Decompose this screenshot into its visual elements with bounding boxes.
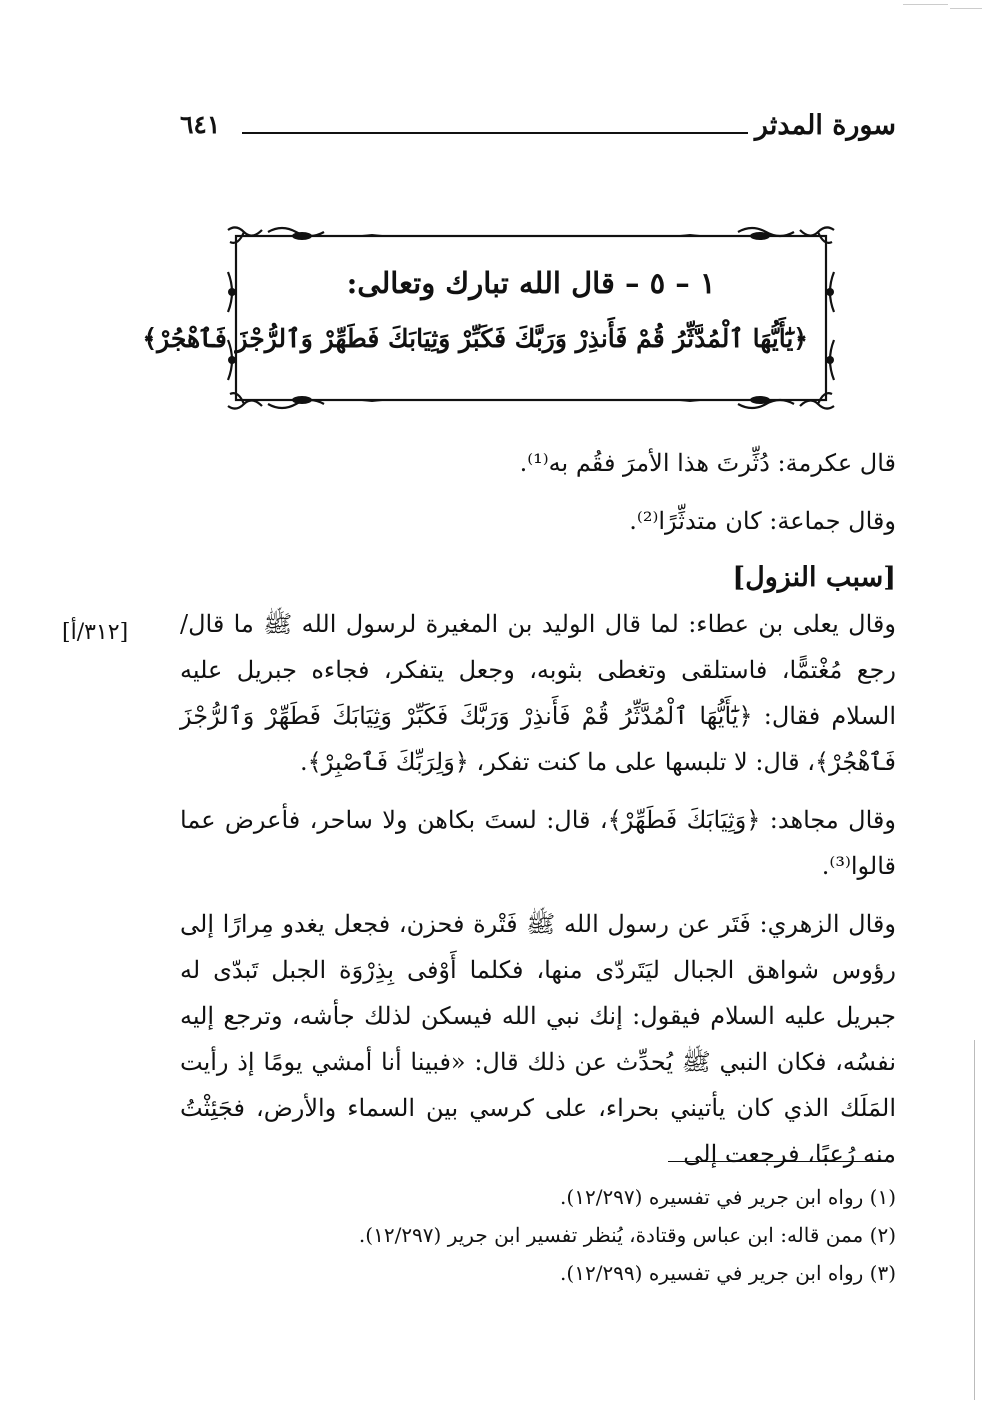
section-heading: [سبب النزول] — [732, 562, 896, 593]
quran-verse: ﴿يَٰٓأَيُّهَا ٱلْمُدَّثِّرُ قُمْ فَأَنذِرْ وَرَبَّكَ فَكَبِّرْ وَثِيَابَكَ فَطَهِّرْ وَٱلرُّجْزَ فَٱهْجُرْ﴾ — [142, 324, 808, 353]
paragraph-jamaa: وقال جماعة: كان متدثِّرًا⁽²⁾. — [629, 507, 896, 535]
page-number: ٦٤١ — [180, 110, 221, 139]
footnote: (٢) ممن قاله: ابن عباس وقتادة، يُنظر تفسير ابن جرير (١٢/٢٩٧). — [358, 1223, 896, 1247]
footnotes — [180, 1178, 896, 1292]
paragraph-yala: وقال يعلى بن عطاء: لما قال الوليد بن المغيرة لرسول الله ﷺ ما قال/ رجع مُغْتمًّا، فاستلقى وتغطى بثوبه، وجعل يتفكر، فجاءه جبريل عليه السلام فقال: ﴿يَٰٓأَيُّهَا ٱلْمُدَّثِّرُ قُمْ فَأَنذِرْ وَرَبَّكَ فَكَبِّرْ وَثِيَابَكَ فَطَهِّرْ وَٱلرُّجْزَ فَٱهْجُرْ﴾، قال: لا تلبسها على ما كنت تفكر، ﴿وَلِرَبِّكَ فَٱصْبِرْ﴾. — [180, 610, 896, 776]
header-rule — [242, 132, 748, 134]
paragraph-zuhri: وقال الزهري: فَتَر عن رسول الله ﷺ فَتْرة فحزن، فجعل يغدو مِرارًا إلى رؤوس شواهق الجبال ليَتَردّى منها، فكلما أَوْفى بِذِرْوَة الجبل تَبدّى له جبريل عليه السلام فيقول: إنك نبي الله فيسكن لذلك جأشه، وترجع إليه نفسُه، فكان النبي ﷺ يُحدِّث عن ذلك قال: «فبينا أنا أمشي يومًا إذ رأيت المَلَك الذي كان يأتيني بحراء، على كرسي بين السماء والأرض، فجَئِثْتُ منه رُعبًا، فرجعت إلى — [180, 910, 896, 1168]
body-text — [180, 440, 896, 1177]
scan-mark — [950, 8, 982, 9]
footnote: (١) رواه ابن جرير في تفسيره (١٢/٢٩٧). — [560, 1185, 896, 1209]
manuscript-folio-ref: [٣١٢/أ] — [62, 620, 129, 645]
surah-title: سورة المدثر — [754, 110, 896, 141]
verse-box — [142, 222, 840, 414]
footnote-rule — [668, 1161, 886, 1162]
paragraph-ikrima: قال عكرمة: دُثِّرتَ هذا الأمرَ فقُم به⁽¹⁾. — [519, 449, 896, 477]
binding-edge — [974, 1040, 975, 1400]
paragraph-mujahid: وقال مجاهد: ﴿وَثِيَابَكَ فَطَهِّرْ﴾، قال: لستَ بكاهن ولا ساحر، فأعرض عما قالوا⁽³⁾. — [180, 806, 896, 880]
footnote: (٣) رواه ابن جرير في تفسيره (١٢/٢٩٩). — [560, 1261, 896, 1285]
ornamental-border-icon — [142, 222, 840, 414]
scan-mark — [903, 4, 948, 5]
verse-heading: ١ – ٥ – قال الله تبارك وتعالى: — [346, 266, 716, 300]
running-header — [180, 108, 896, 152]
